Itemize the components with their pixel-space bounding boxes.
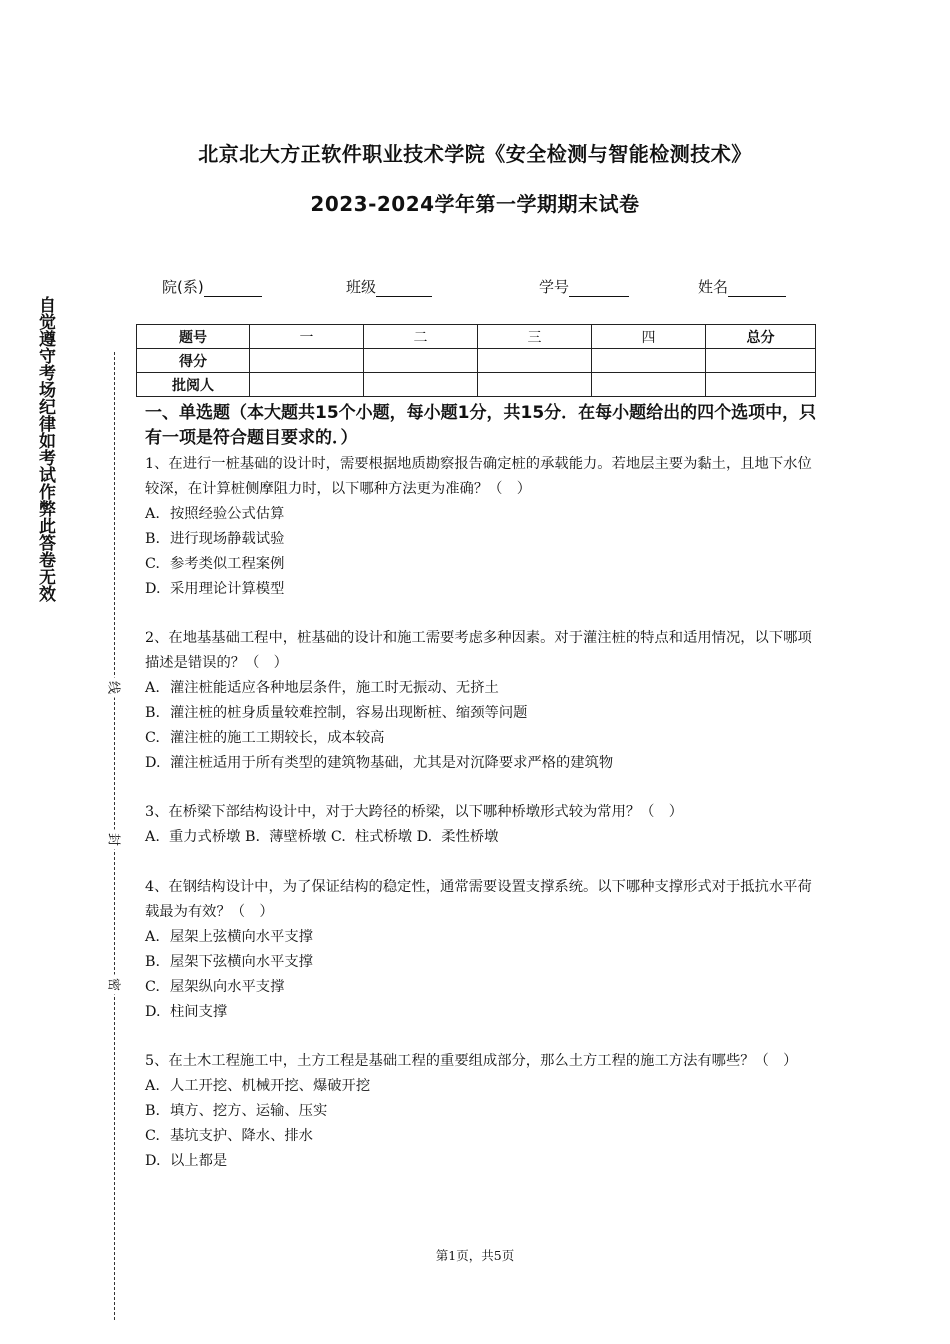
question-4 <box>145 875 817 1025</box>
question-5 <box>145 1049 817 1174</box>
student-id-label: 学号 <box>539 278 570 296</box>
score-cell[interactable] <box>592 349 706 373</box>
question-stem: 3、在桥梁下部结构设计中，对于大跨径的桥梁，以下哪种桥墩形式较为常用？（ ） <box>145 804 684 820</box>
seal-char-secret: 密 <box>106 975 125 995</box>
option-letter: B. <box>145 531 161 547</box>
class-field <box>346 276 432 297</box>
grader-cell[interactable] <box>364 373 478 397</box>
grader-cell[interactable] <box>592 373 706 397</box>
seal-char-seal: 封 <box>106 830 125 850</box>
score-table <box>136 324 816 397</box>
option-text: 灌注桩的桩身质量较难控制，容易出现断桩、缩颈等问题 <box>170 705 528 721</box>
class-blank[interactable] <box>376 280 432 297</box>
option-text: 采用理论计算模型 <box>170 581 285 597</box>
score-cell[interactable] <box>478 349 592 373</box>
option-text: 填方、挖方、运输、压实 <box>170 1103 328 1119</box>
question-2 <box>145 626 817 776</box>
dept-label: 院(系) <box>162 278 204 296</box>
score-cell[interactable] <box>364 349 478 373</box>
option-letter: C. <box>145 556 160 572</box>
header-cell: 一 <box>250 325 364 349</box>
score-row <box>137 349 816 373</box>
option-text: 灌注桩的施工工期较长，成本较高 <box>170 730 385 746</box>
option-text: 屋架纵向水平支撑 <box>170 979 285 995</box>
score-table-header-row <box>137 325 816 349</box>
option-a[interactable] <box>145 502 817 527</box>
option-b[interactable] <box>145 950 817 975</box>
name-blank[interactable] <box>728 280 786 297</box>
option-letter: A. <box>145 506 160 522</box>
option-letter: C. <box>145 1128 160 1144</box>
dept-field <box>162 276 262 297</box>
question-stem: 1、在进行一桩基础的设计时，需要根据地质勘察报告确定桩的承载能力。若地层主要为黏土，且地下水位较深，在计算桩侧摩阻力时，以下哪种方法更为准确？（ ） <box>145 456 812 497</box>
section-heading: 一、单选题（本大题共15个小题，每小题1分，共15分．在每小题给出的四个选项中，只有一项是符合题目要求的．） <box>145 403 817 448</box>
option-letter: D. <box>145 581 161 597</box>
option-text: 屋架下弦横向水平支撑 <box>170 954 313 970</box>
header-cell: 总分 <box>706 325 816 349</box>
option-letter: A. <box>145 929 160 945</box>
score-cell[interactable] <box>706 349 816 373</box>
header-cell: 二 <box>364 325 478 349</box>
question-stem: 2、在地基基础工程中，桩基础的设计和施工需要考虑多种因素。对于灌注桩的特点和适用情况，以下哪项描述是错误的？（ ） <box>145 630 812 671</box>
option-letter: B. <box>145 1103 161 1119</box>
question-stem: 5、在土木工程施工中，土方工程是基础工程的重要组成部分，那么土方工程的施工方法有哪些？（ ） <box>145 1053 798 1069</box>
question-1 <box>145 452 817 602</box>
question-3 <box>145 800 817 850</box>
option-b[interactable] <box>145 1099 817 1124</box>
option-text: 灌注桩能适应各种地层条件，施工时无振动、无挤土 <box>170 680 499 696</box>
header-cell: 三 <box>478 325 592 349</box>
score-row-label: 得分 <box>137 349 250 373</box>
grader-cell[interactable] <box>478 373 592 397</box>
option-c[interactable] <box>145 975 817 1000</box>
option-c[interactable] <box>145 552 817 577</box>
option-d[interactable] <box>145 1149 817 1174</box>
option-letter: D. <box>145 1004 161 1020</box>
option-text: 基坑支护、降水、排水 <box>170 1128 313 1144</box>
option-letter: C. <box>145 730 160 746</box>
option-d[interactable] <box>145 577 817 602</box>
grader-cell[interactable] <box>250 373 364 397</box>
grader-cell[interactable] <box>706 373 816 397</box>
class-label: 班级 <box>346 278 377 296</box>
header-cell: 题号 <box>137 325 250 349</box>
option-b[interactable] <box>145 701 817 726</box>
student-id-blank[interactable] <box>569 280 629 297</box>
option-d[interactable] <box>145 1000 817 1025</box>
name-label: 姓名 <box>698 278 729 296</box>
option-text: 屋架上弦横向水平支撑 <box>170 929 313 945</box>
option-d[interactable] <box>145 751 817 776</box>
option-letter: B. <box>145 705 161 721</box>
option-c[interactable] <box>145 726 817 751</box>
option-letter: D. <box>145 1153 161 1169</box>
option-text: 灌注桩适用于所有类型的建筑物基础，尤其是对沉降要求严格的建筑物 <box>170 755 614 771</box>
option-letter: A. <box>145 1078 160 1094</box>
option-b[interactable] <box>145 527 817 552</box>
question-stem: 4、在钢结构设计中，为了保证结构的稳定性，通常需要设置支撑系统。以下哪种支撑形式对于抵抗水平荷载最为有效？（ ） <box>145 879 812 920</box>
option-a[interactable] <box>145 1074 817 1099</box>
option-text: 柱间支撑 <box>170 1004 228 1020</box>
exam-title-line1: 北京北大方正软件职业技术学院《安全检测与智能检测技术》 <box>198 142 752 166</box>
inline-options[interactable]: A. 重力式桥墩 B. 薄壁桥墩 C. 柱式桥墩 D. 柔性桥墩 <box>145 829 499 845</box>
score-cell[interactable] <box>250 349 364 373</box>
option-text: 进行现场静载试验 <box>170 531 285 547</box>
grader-row-label: 批阅人 <box>137 373 250 397</box>
seal-char-line: 线 <box>106 678 125 698</box>
page-footer: 第1页，共5页 <box>435 1248 515 1263</box>
option-letter: C. <box>145 979 160 995</box>
option-text: 以上都是 <box>170 1153 228 1169</box>
exam-title-line2: 2023-2024学年第一学期期末试卷 <box>310 192 640 216</box>
option-text: 按照经验公式估算 <box>170 506 285 522</box>
grader-row <box>137 373 816 397</box>
header-cell: 四 <box>592 325 706 349</box>
option-text: 参考类似工程案例 <box>170 556 285 572</box>
side-warning-text: 自觉遵守考场纪律如考试作弊此答卷无效 <box>35 296 55 602</box>
student-id-field <box>539 276 629 297</box>
name-field <box>698 276 786 297</box>
option-letter: B. <box>145 954 161 970</box>
dept-blank[interactable] <box>204 280 262 297</box>
option-c[interactable] <box>145 1124 817 1149</box>
option-letter: D. <box>145 755 161 771</box>
option-a[interactable] <box>145 925 817 950</box>
option-a[interactable] <box>145 676 817 701</box>
option-text: 人工开挖、机械开挖、爆破开挖 <box>170 1078 371 1094</box>
option-letter: A. <box>145 680 160 696</box>
